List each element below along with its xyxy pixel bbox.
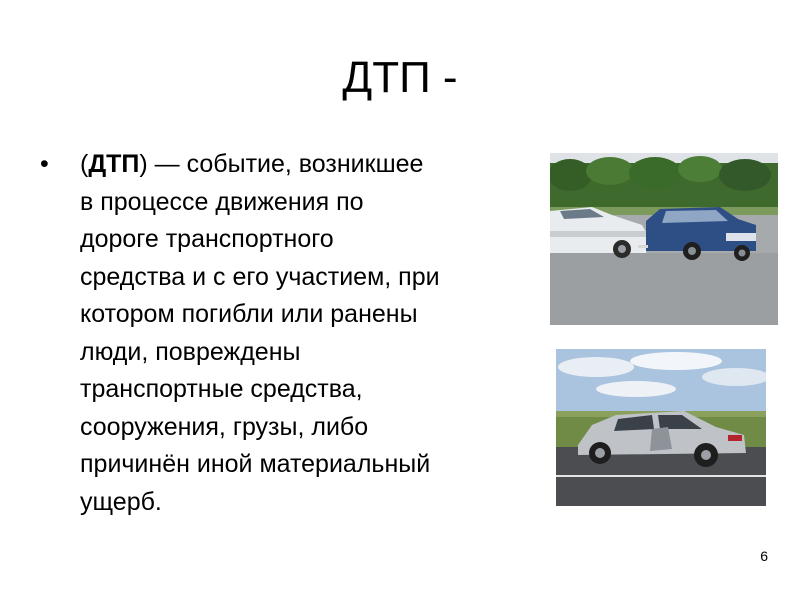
photo-car-collision-intersection (550, 153, 778, 325)
bullet-line: средства и с его участием, при (80, 262, 440, 291)
bullet-line: транспортные средства, (80, 375, 363, 403)
bullet-first-line (80, 146, 540, 184)
bullet-line: люди, повреждены (80, 337, 301, 366)
bullet-line: ущерб. (80, 487, 162, 516)
bullet-line: в процессе движения по (80, 187, 364, 216)
bullet-line: сооружения, грузы, либо (80, 412, 369, 441)
lead-continuation: ) — событие, возникшее (139, 150, 424, 178)
slide-title: ДТП - (342, 53, 458, 102)
bullet-line: причинён иной материальный (80, 450, 431, 478)
bullet-text (80, 146, 540, 521)
bullet-marker: • (40, 150, 49, 178)
photo-damaged-silver-sedan (556, 349, 766, 506)
bullet-line: дороге транспортного (80, 225, 334, 253)
page-number: 6 (760, 548, 768, 564)
lead-open-paren: ( (80, 150, 89, 178)
lead-bold-term: ДТП (88, 150, 140, 178)
bullet-line: котором погибли или ранены (80, 300, 418, 328)
